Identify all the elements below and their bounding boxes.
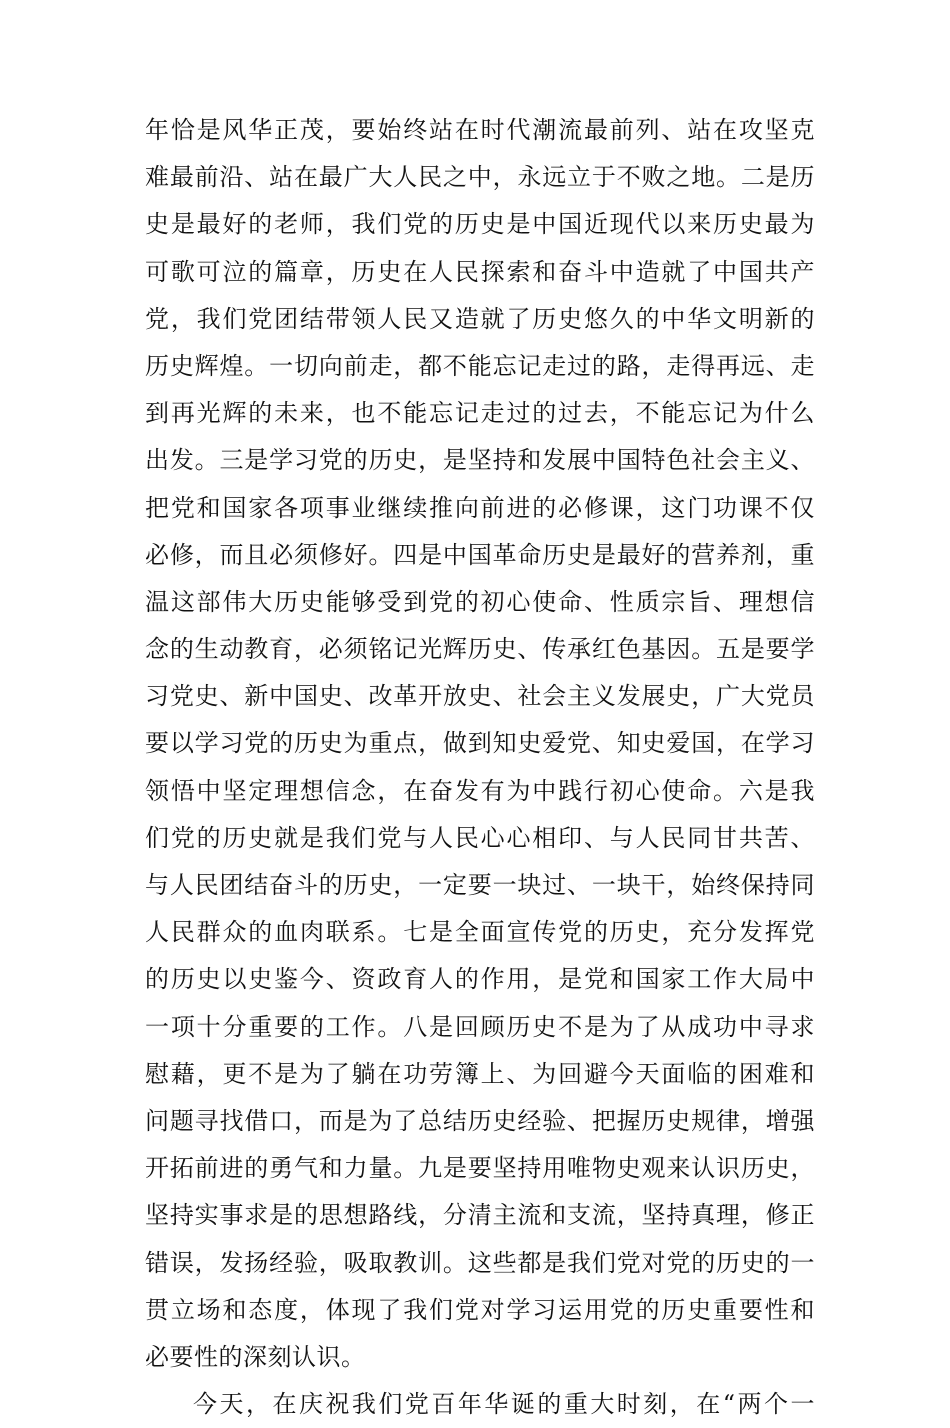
text-line: 的历史以史鉴今、资政育人的作用，是党和国家工作大局中 <box>145 965 815 994</box>
paragraph-end-line: 必要性的深刻认识。 <box>145 1342 366 1371</box>
text-line: 们党的历史就是我们党与人民心心相印、与人民同甘共苦、 <box>145 823 815 852</box>
text-line: 出发。三是学习党的历史，是坚持和发展中国特色社会主义、 <box>145 446 815 475</box>
body-text <box>145 107 815 1428</box>
text-line: 年恰是风华正茂，要始终站在时代潮流最前列、站在攻坚克 <box>145 116 815 144</box>
text-line: 念的生动教育，必须铭记光辉历史、传承红色基因。五是要学 <box>145 635 815 664</box>
text-line: 到再光辉的未来，也不能忘记走过的过去，不能忘记为什么 <box>145 399 815 428</box>
text-line: 人民群众的血肉联系。七是全面宣传党的历史，充分发挥党 <box>145 918 815 947</box>
text-line: 史是最好的老师，我们党的历史是中国近现代以来历史最为 <box>145 210 815 239</box>
text-line: 与人民团结奋斗的历史，一定要一块过、一块干，始终保持同 <box>145 871 815 899</box>
text-line: 习党史、新中国史、改革开放史、社会主义发展史，广大党员 <box>145 682 815 711</box>
text-line: 温这部伟大历史能够受到党的初心使命、性质宗旨、理想信 <box>145 587 815 616</box>
text-line: 开拓前进的勇气和力量。九是要坚持用唯物史观来认识历史， <box>145 1154 815 1183</box>
text-line: 问题寻找借口，而是为了总结历史经验、把握历史规律，增强 <box>145 1106 815 1135</box>
text-line: 贯立场和态度，体现了我们党对学习运用党的历史重要性和 <box>145 1295 815 1324</box>
paragraph-start-line: 今天，在庆祝我们党百年华诞的重大时刻，在“两个一 <box>193 1390 815 1419</box>
text-line: 难最前沿、站在最广大人民之中，永远立于不败之地。二是历 <box>145 163 815 192</box>
text-line: 坚持实事求是的思想路线，分清主流和支流，坚持真理，修正 <box>145 1201 815 1230</box>
text-line: 把党和国家各项事业继续推向前进的必修课，这门功课不仅 <box>145 493 815 522</box>
text-line: 党，我们党团结带领人民又造就了历史悠久的中华文明新的 <box>145 304 815 333</box>
text-line: 要以学习党的历史为重点，做到知史爱党、知史爱国，在学习 <box>145 729 815 758</box>
text-line: 慰藉，更不是为了躺在功劳簿上、为回避今天面临的困难和 <box>145 1059 815 1088</box>
text-line: 错误，发扬经验，吸取教训。这些都是我们党对党的历史的一 <box>145 1248 815 1277</box>
text-line: 可歌可泣的篇章，历史在人民探索和奋斗中造就了中国共产 <box>145 257 815 286</box>
text-line: 一项十分重要的工作。八是回顾历史不是为了从成功中寻求 <box>145 1012 815 1041</box>
text-line: 必修，而且必须修好。四是中国革命历史是最好的营养剂，重 <box>145 540 815 569</box>
text-line: 领悟中坚定理想信念，在奋发有为中践行初心使命。六是我 <box>145 776 815 805</box>
text-line: 历史辉煌。一切向前走，都不能忘记走过的路，走得再远、走 <box>145 351 815 380</box>
